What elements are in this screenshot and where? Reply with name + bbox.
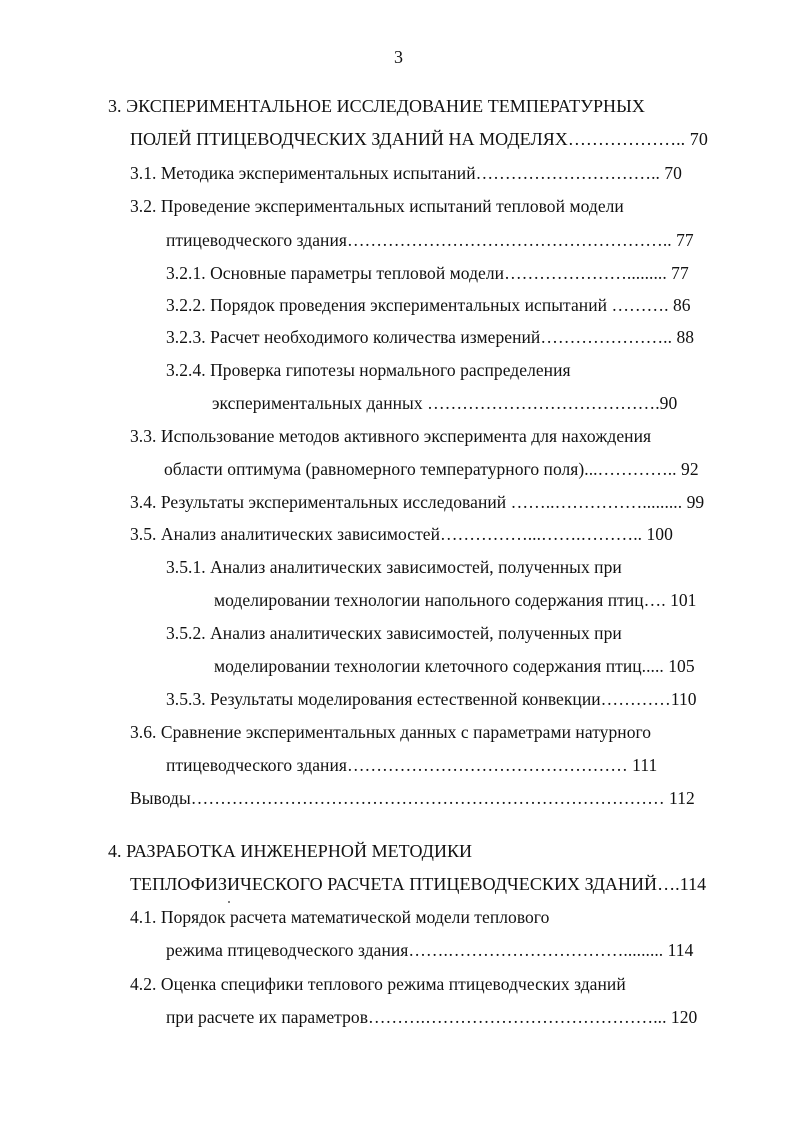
toc-entry-3-2-4-line-1: 3.2.4. Проверка гипотезы нормального распределения [166, 360, 571, 380]
toc-entry-3-5: 3.5. Анализ аналитических зависимостей……………...…….……….. 100 [130, 524, 673, 544]
toc-section-4-title-line-2: ТЕПЛОФИЗИЧЕСКОГО РАСЧЕТА ПТИЦЕВОДЧЕСКИХ ЗДАНИЙ….114 [130, 874, 707, 894]
toc-entry-3-3-line-2: области оптимума (равномерного температурного поля)...………….. 92 [164, 459, 699, 479]
toc-entry-3-5-3: 3.5.3. Результаты моделирования естественной конвекции…………110 [166, 689, 697, 709]
toc-entry-3-2-2: 3.2.2. Порядок проведения экспериментальных испытаний ………. 86 [166, 295, 691, 315]
page-number: 3 [394, 47, 403, 67]
toc-entry-3-6-line-1: 3.6. Сравнение экспериментальных данных с параметрами натурного [130, 722, 652, 742]
toc-entry-4-2-line-1: 4.2. Оценка специфики теплового режима птицеводческих зданий [130, 974, 626, 994]
toc-entry-3-2-1: 3.2.1. Основные параметры тепловой модели…………………......... 77 [166, 263, 689, 283]
toc-entry-3-5-1-line-1: 3.5.1. Анализ аналитических зависимостей, полученных при [166, 557, 622, 577]
toc-entry-3-1: 3.1. Методика экспериментальных испытаний………………………….. 70 [130, 163, 682, 183]
scan-dot-artifact [228, 901, 230, 903]
toc-section-4-title-line-1: 4. РАЗРАБОТКА ИНЖЕНЕРНОЙ МЕТОДИКИ [108, 841, 473, 861]
toc-section-3-title-line-1: 3. ЭКСПЕРИМЕНТАЛЬНОЕ ИССЛЕДОВАНИЕ ТЕМПЕРАТУРНЫХ [108, 96, 645, 116]
toc-entry-3-2-line-1: 3.2. Проведение экспериментальных испытаний тепловой модели [130, 196, 624, 216]
toc-entry-3-2-3: 3.2.3. Расчет необходимого количества измерений………………….. 88 [166, 327, 695, 347]
toc-entry-3-5-2-line-2: моделировании технологии клеточного содержания птиц..... 105 [214, 656, 695, 676]
toc-section-3-title-line-2: ПОЛЕЙ ПТИЦЕВОДЧЕСКИХ ЗДАНИЙ НА МОДЕЛЯХ……………….. 70 [130, 129, 708, 149]
toc-entry-3-2-line-2: птицеводческого здания……………………………………………….. 77 [166, 230, 694, 250]
toc-entry-3-5-2-line-1: 3.5.2. Анализ аналитических зависимостей, полученных при [166, 623, 622, 643]
toc-entry-3-6-line-2: птицеводческого здания………………………………………… 111 [166, 755, 658, 775]
toc-entry-3-4: 3.4. Результаты экспериментальных исследований ……..……………......... 99 [130, 492, 705, 512]
toc-entry-conclusions: Выводы……………………………………………………………………… 112 [130, 788, 695, 808]
toc-entry-4-1-line-1: 4.1. Порядок расчета математической модели теплового [130, 907, 550, 927]
toc-entry-3-3-line-1: 3.3. Использование методов активного эксперимента для нахождения [130, 426, 652, 446]
toc-entry-4-2-line-2: при расчете их параметров……….…………………………………... 120 [166, 1007, 698, 1027]
toc-entry-3-5-1-line-2: моделировании технологии напольного содержания птиц…. 101 [214, 590, 697, 610]
toc-entry-4-1-line-2: режима птицеводческого здания…….…………………………......... 114 [166, 940, 694, 960]
toc-entry-3-2-4-line-2: экспериментальных данных ………………………………….90 [212, 393, 678, 413]
